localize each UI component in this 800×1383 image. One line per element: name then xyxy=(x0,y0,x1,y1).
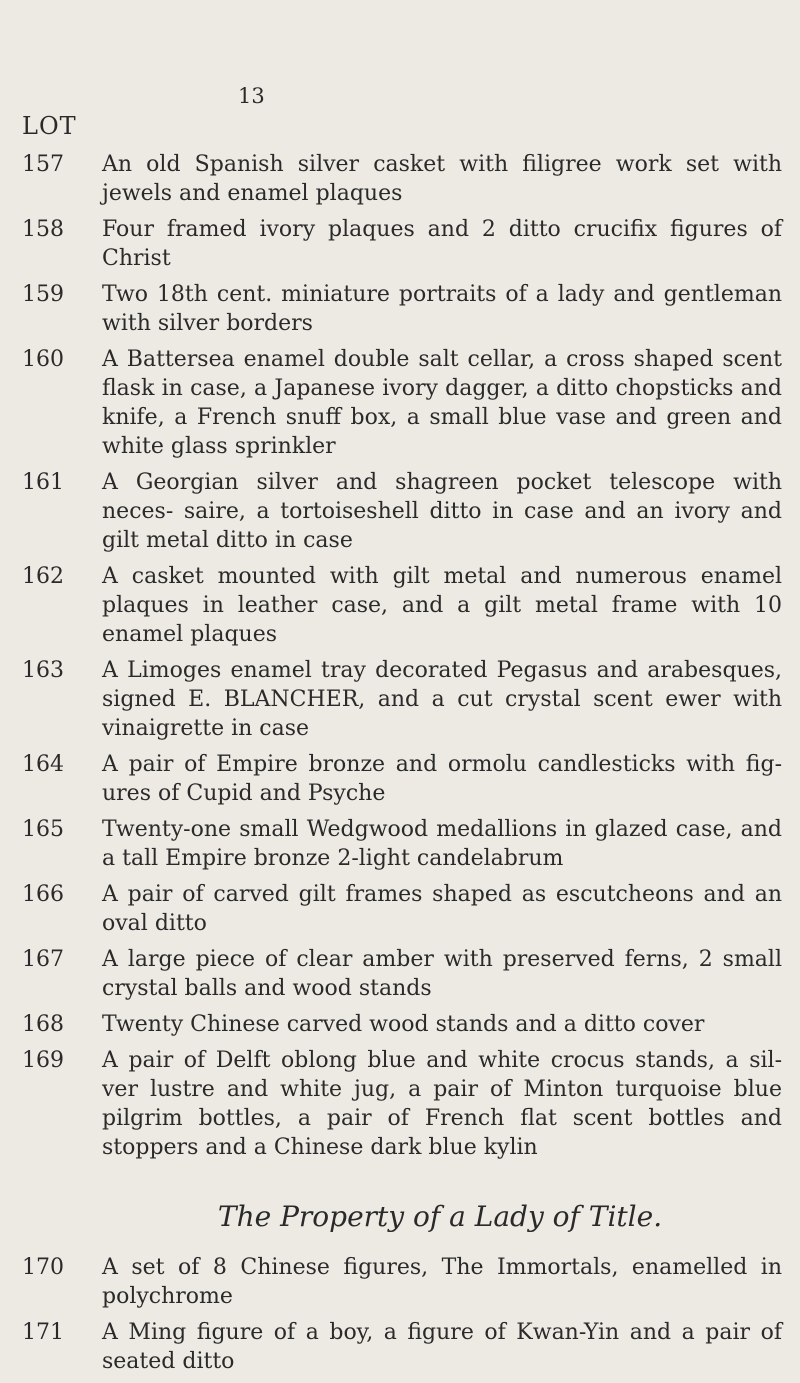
lot-number: 168 xyxy=(22,1012,64,1037)
lot-entry xyxy=(0,345,800,461)
lot-number: 157 xyxy=(22,152,64,177)
lot-entry xyxy=(0,280,800,338)
lot-description: A pair of carved gilt frames shaped as escutcheons and an oval ditto xyxy=(102,882,782,936)
lot-entry xyxy=(0,215,800,273)
lot-entry xyxy=(0,1010,800,1039)
lot-entry xyxy=(0,1046,800,1162)
page-number: 13 xyxy=(238,84,265,108)
lot-number: 164 xyxy=(22,752,64,777)
lot-list-a xyxy=(0,150,800,1162)
lot-entries xyxy=(0,150,800,1383)
lot-entry xyxy=(0,815,800,873)
lot-entry xyxy=(0,750,800,808)
lot-entry xyxy=(0,562,800,649)
lot-description: Two 18th cent. miniature portraits of a lady and gentleman with silver borders xyxy=(102,282,782,336)
lot-description: A casket mounted with gilt metal and numerous enamel plaques in leather case, and a gilt metal frame with 10 enamel plaques xyxy=(102,564,782,647)
lot-number: 170 xyxy=(22,1255,64,1280)
lot-number: 159 xyxy=(22,282,64,307)
lot-number: 167 xyxy=(22,947,64,972)
lot-description: A pair of Empire bronze and ormolu candlesticks with fig- ures of Cupid and Psyche xyxy=(102,752,782,806)
lot-entry xyxy=(0,1253,800,1311)
lot-number: 169 xyxy=(22,1048,64,1073)
section-heading: The Property of a Lady of Title. xyxy=(217,1200,663,1233)
lot-description: An old Spanish silver casket with filigree work set with jewels and enamel plaques xyxy=(102,152,782,206)
lot-entry xyxy=(0,880,800,938)
lot-number: 160 xyxy=(22,347,64,372)
lot-number: 166 xyxy=(22,882,64,907)
lot-description: Twenty-one small Wedgwood medallions in glazed case, and a tall Empire bronze 2-light candelabrum xyxy=(102,817,782,871)
lot-description: A large piece of clear amber with preserved ferns, 2 small crystal balls and wood stands xyxy=(102,947,782,1001)
lot-description: Four framed ivory plaques and 2 ditto crucifix figures of Christ xyxy=(102,217,782,271)
lot-entry xyxy=(0,150,800,208)
lot-list-b xyxy=(0,1253,800,1376)
lot-description: Twenty Chinese carved wood stands and a ditto cover xyxy=(102,1012,705,1037)
lot-number: 161 xyxy=(22,470,64,495)
lot-number: 165 xyxy=(22,817,64,842)
lot-description: A set of 8 Chinese figures, The Immortals, enamelled in polychrome xyxy=(102,1255,782,1309)
lot-entry xyxy=(0,1318,800,1376)
lot-column-header: LOT xyxy=(22,112,77,140)
lot-entry xyxy=(0,656,800,743)
lot-number: 162 xyxy=(22,564,64,589)
lot-entry xyxy=(0,468,800,555)
lot-number: 163 xyxy=(22,658,64,683)
lot-number: 171 xyxy=(22,1320,64,1345)
lot-description: A Ming figure of a boy, a figure of Kwan-Yin and a pair of seated ditto xyxy=(102,1320,782,1374)
lot-description: A pair of Delft oblong blue and white crocus stands, a sil- ver lustre and white jug, a pair of Minton turquoise blue pilgrim bottles, a pair of French flat scent bottles and stoppers and a Chinese dark blue kylin xyxy=(102,1048,782,1160)
lot-description: A Limoges enamel tray decorated Pegasus and arabesques, signed E. BLANCHER, and a cut crystal scent ewer with vinaigrette in case xyxy=(102,658,782,741)
lot-entry xyxy=(0,945,800,1003)
lot-number: 158 xyxy=(22,217,64,242)
lot-description: A Battersea enamel double salt cellar, a cross shaped scent flask in case, a Japanese ivory dagger, a ditto chopsticks and knife, a French snuff box, a small blue vase and green and white glass sprinkler xyxy=(102,347,782,459)
lot-description: A Georgian silver and shagreen pocket telescope with neces- saire, a tortoiseshell ditto in case and an ivory and gilt metal ditto in case xyxy=(102,470,782,553)
